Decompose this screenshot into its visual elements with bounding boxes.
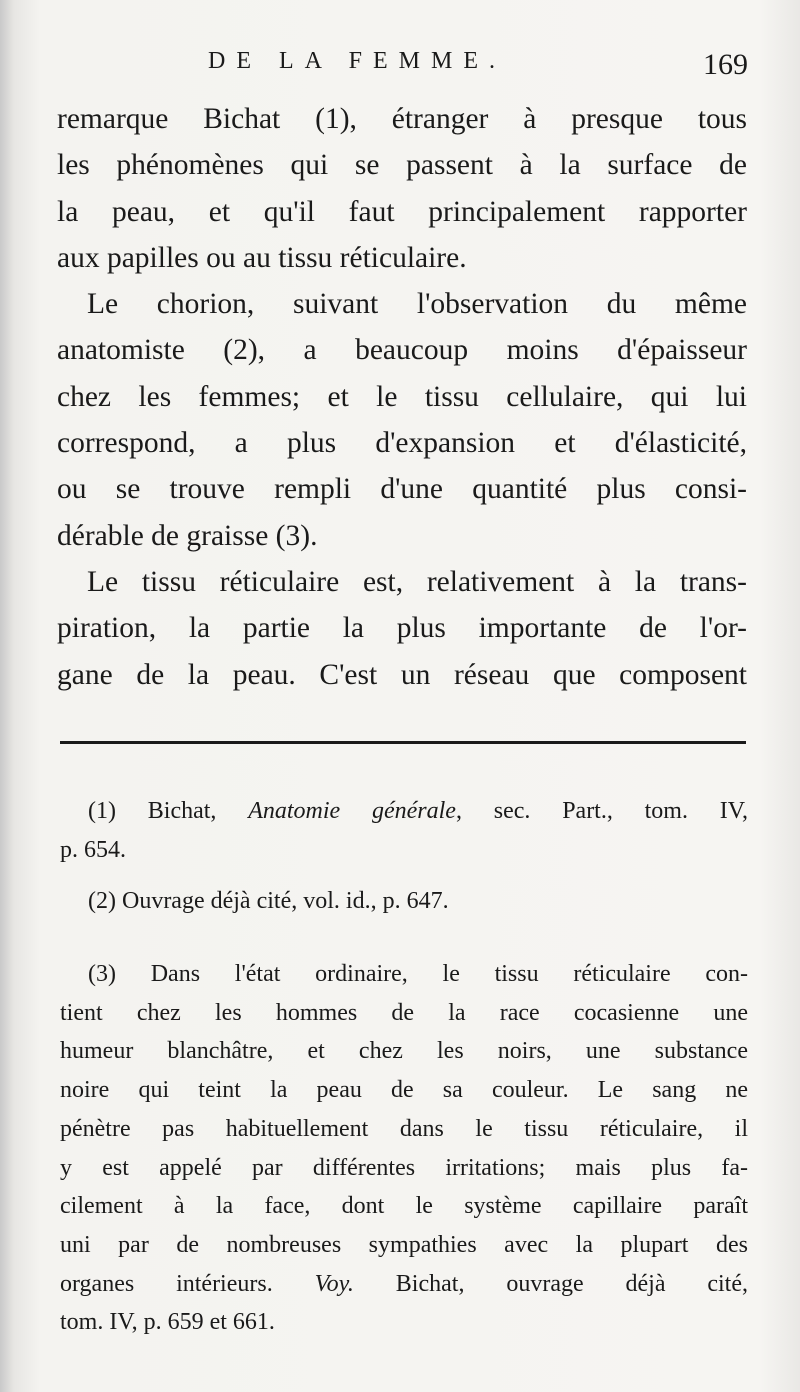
paragraph (57, 96, 747, 281)
footnote-divider (60, 741, 746, 744)
text-line: gane de la peau. C'est un réseau que composent (57, 658, 747, 691)
footnote-text: , sec. Part., tom. IV, (455, 798, 749, 824)
page-number: 169 (703, 48, 748, 81)
footnote-title-italic: Anatomie générale (248, 798, 456, 824)
running-head: DE LA FEMME. (208, 48, 507, 74)
footnote-3 (60, 955, 748, 1342)
footnote-text: (1) Bichat, (88, 798, 249, 824)
text-line: cilement à la face, dont le système capillaire paraît (60, 1193, 748, 1220)
text-line: dérable de graisse (3). (57, 519, 318, 552)
text-line: la peau, et qu'il faut principalement rapporter (57, 195, 747, 228)
footnote-text: organes intérieurs. (60, 1270, 315, 1297)
footnote-text: Bichat, ouvrage déjà cité, (353, 1270, 748, 1297)
text-line: p. 654. (60, 836, 126, 863)
text-line: chez les femmes; et le tissu cellulaire, qui lui (57, 380, 747, 413)
text-line: noire qui teint la peau de sa couleur. Le sang ne (60, 1077, 748, 1104)
footnotes (60, 792, 748, 1356)
text-line: remarque Bichat (1), étranger à presque tous (57, 103, 747, 135)
text-line: humeur blanchâtre, et chez les noirs, une substance (60, 1038, 748, 1065)
text-line: piration, la partie la plus importante de l'or- (57, 612, 747, 645)
text-line: ou se trouve rempli d'une quantité plus consi- (57, 473, 747, 506)
text-line: aux papilles ou au tissu réticulaire. (57, 241, 467, 274)
text-line: uni par de nombreuses sympathies avec la plupart des (60, 1231, 748, 1258)
text-line: correspond, a plus d'expansion et d'élasticité, (57, 427, 747, 460)
text-line: (2) Ouvrage déjà cité, vol. id., p. 647. (88, 888, 449, 915)
text-line: pénètre pas habituellement dans le tissu réticulaire, il (60, 1115, 748, 1142)
footnote-1 (60, 792, 748, 869)
text-line: tient chez les hommes de la race cocasienne une (60, 999, 748, 1026)
main-text (57, 96, 747, 698)
text-line: y est appelé par différentes irritations; mais plus fa- (60, 1154, 748, 1181)
footnote-voy-italic: Voy. (314, 1270, 354, 1297)
footnote-2 (60, 882, 748, 921)
paragraph (57, 281, 747, 559)
text-line: (3) Dans l'état ordinaire, le tissu réticulaire con- (88, 961, 748, 988)
paragraph (57, 559, 747, 698)
text-line (60, 792, 748, 831)
text-line: anatomiste (2), a beaucoup moins d'épaisseur (57, 334, 747, 367)
text-line: les phénomènes qui se passent à la surface de (57, 149, 747, 182)
text-line (60, 1265, 748, 1304)
page-header (60, 48, 748, 88)
text-line: Le tissu réticulaire est, relativement à la trans- (87, 565, 747, 598)
text-line: tom. IV, p. 659 et 661. (60, 1309, 275, 1336)
text-line: Le chorion, suivant l'observation du même (87, 288, 747, 321)
